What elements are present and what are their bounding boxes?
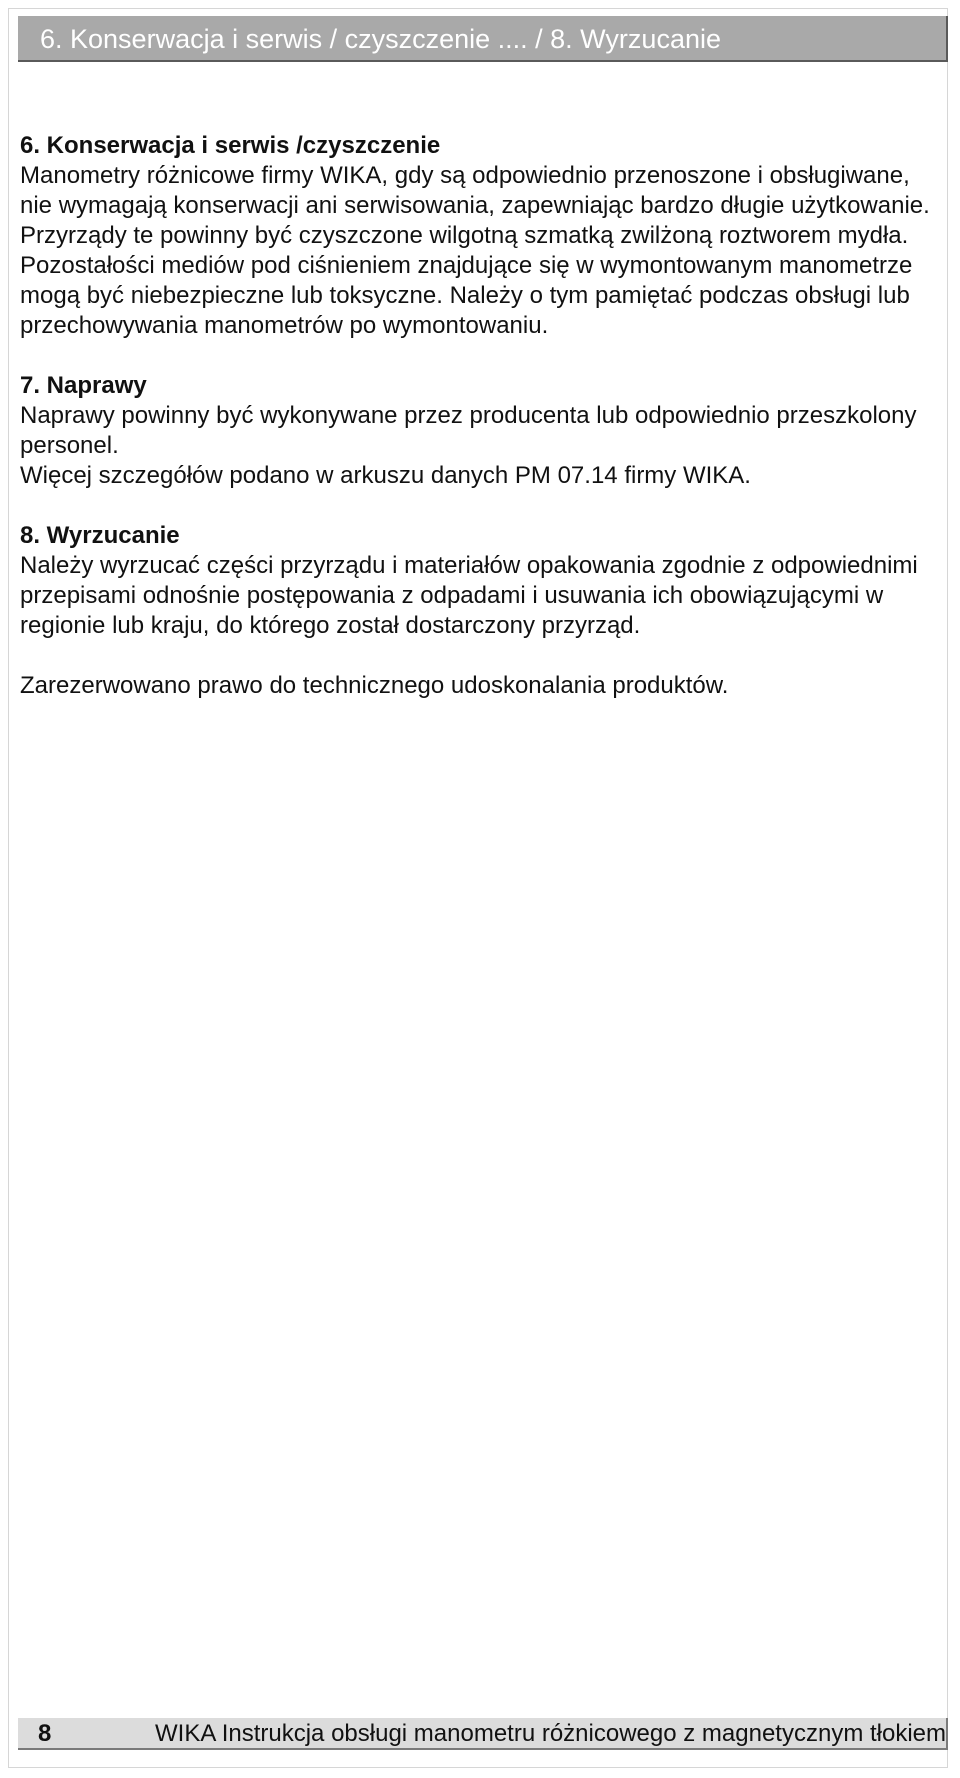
section-heading: 8. Wyrzucanie (20, 522, 180, 549)
paragraph: Manometry różnicowe firmy WIKA, gdy są odpowiednio przenoszone i obsługiwane, nie wymagają konserwacji ani serwisowania, zapewniając bardzo długie użytkowanie. (20, 162, 930, 219)
paragraph: Należy wyrzucać części przyrządu i materiałów opakowania zgodnie z odpowiednimi przepisami odnośnie postępowania z odpadami i usuwania ich obowiązującymi w regionie lub kraju, do którego został dostarczony przyrząd. (20, 552, 918, 639)
page-footer (18, 1718, 948, 1750)
section-disposal (20, 521, 940, 641)
section-heading: 7. Naprawy (20, 372, 147, 399)
paragraph: Naprawy powinny być wykonywane przez producenta lub odpowiednio przeszkolony personel. (20, 402, 917, 459)
page-header (18, 16, 948, 62)
section-repairs (20, 371, 940, 491)
section-heading: 6. Konserwacja i serwis /czyszczenie (20, 132, 441, 159)
section-maintenance (20, 131, 940, 341)
footer-title: WIKA Instrukcja obsługi manometru różnicowego z magnetycznym tłokiem (155, 1720, 946, 1747)
paragraph: Przyrządy te powinny być czyszczone wilgotną szmatką zwilżoną roztworem mydła. (20, 222, 909, 249)
section-notice (20, 671, 940, 701)
header-title: 6. Konserwacja i serwis / czyszczenie .... / 8. Wyrzucanie (40, 24, 721, 54)
notice-paragraph: Zarezerwowano prawo do technicznego udoskonalania produktów. (20, 672, 729, 699)
document-body (20, 131, 940, 701)
paragraph: Pozostałości mediów pod ciśnieniem znajdujące się w wymontowanym manometrze mogą być niebezpieczne lub toksyczne. Należy o tym pamiętać podczas obsługi lub przechowywania manometrów po wymontowaniu. (20, 252, 913, 339)
page-number: 8 (38, 1720, 52, 1747)
paragraph: Więcej szczegółów podano w arkuszu danych PM 07.14 firmy WIKA. (20, 462, 751, 489)
